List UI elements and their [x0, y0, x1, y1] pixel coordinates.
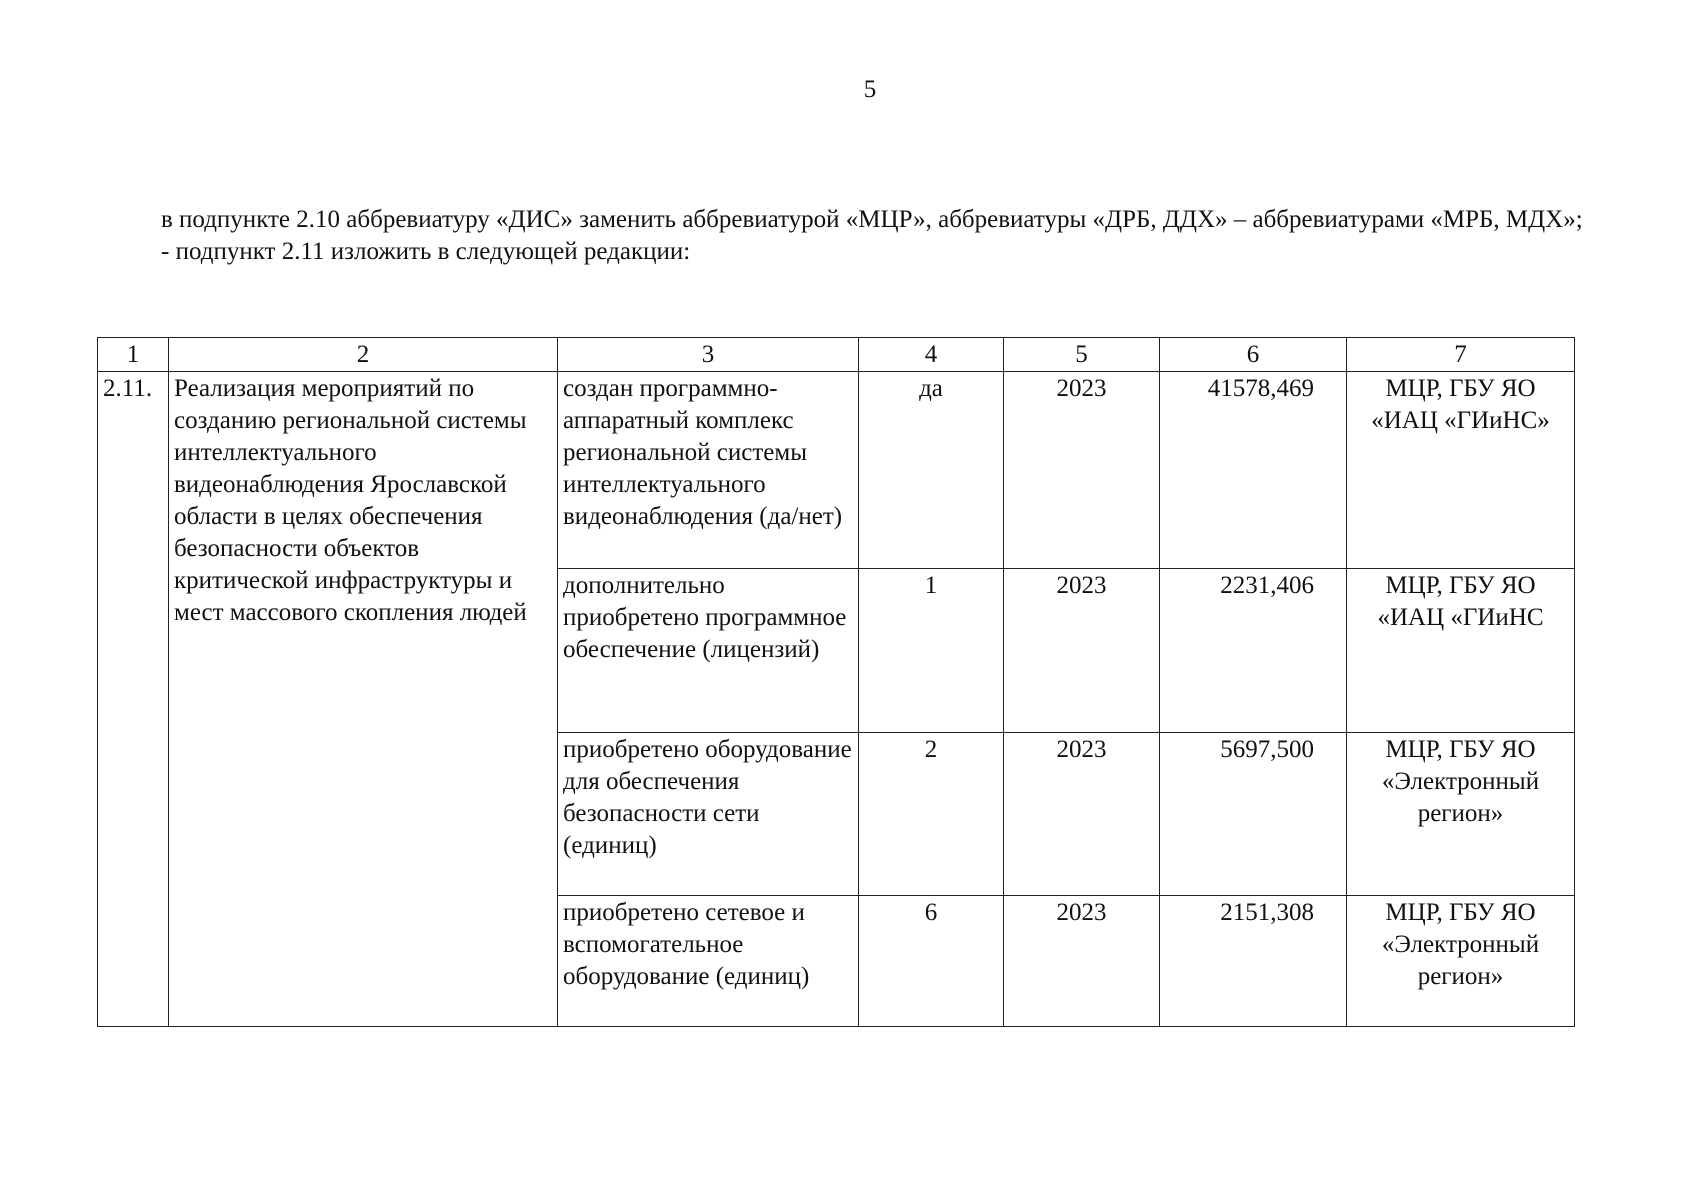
column-header: 2: [169, 338, 558, 372]
amount-cell: 2231,406: [1160, 569, 1347, 733]
executor-cell: МЦР, ГБУ ЯО «Электронный регион»: [1347, 733, 1575, 896]
executor-cell: МЦР, ГБУ ЯО «Электронный регион»: [1347, 896, 1575, 1027]
indicator-cell: дополнительно приобретено программное обеспечение (лицензий): [558, 569, 859, 733]
measures-table: [97, 337, 1575, 1027]
year-cell: 2023: [1004, 896, 1160, 1027]
table-header-row: [98, 338, 1575, 372]
table-row: [98, 372, 1575, 569]
amendment-paragraph-2-10: в подпункте 2.10 аббревиатуру «ДИС» заменить аббревиатурой «МЦР», аббревиатуры «ДРБ, ДДХ» – аббревиатурами «МРБ, МДХ»;: [161, 206, 1583, 233]
amendment-paragraph-2-11: - подпункт 2.11 изложить в следующей редакции:: [161, 238, 691, 265]
column-header: 7: [1347, 338, 1575, 372]
column-header: 1: [98, 338, 169, 372]
item-name-cell: Реализация мероприятий по созданию региональной системы интеллектуального видеонаблюдения Ярославской области в целях обеспечения безопасности объектов критической инфраструктуры и мест массового скопления людей: [169, 372, 558, 1027]
column-header: 5: [1004, 338, 1160, 372]
year-cell: 2023: [1004, 569, 1160, 733]
value-cell: 6: [859, 896, 1004, 1027]
amount-cell: 2151,308: [1160, 896, 1347, 1027]
amount-cell: 5697,500: [1160, 733, 1347, 896]
column-header: 3: [558, 338, 859, 372]
indicator-cell: приобретено оборудование для обеспечения безопасности сети (единиц): [558, 733, 859, 896]
value-cell: 1: [859, 569, 1004, 733]
value-cell: 2: [859, 733, 1004, 896]
column-header: 4: [859, 338, 1004, 372]
executor-cell: МЦР, ГБУ ЯО «ИАЦ «ГИиНС: [1347, 569, 1575, 733]
indicator-cell: приобретено сетевое и вспомогательное оборудование (единиц): [558, 896, 859, 1027]
page-number: 5: [863, 76, 877, 103]
item-number-cell: 2.11.: [98, 372, 169, 1027]
amendment-text: [95, 204, 1585, 268]
indicator-cell: создан программно-аппаратный комплекс региональной системы интеллектуального видеонаблюдения (да/нет): [558, 372, 859, 569]
year-cell: 2023: [1004, 733, 1160, 896]
amount-cell: 41578,469: [1160, 372, 1347, 569]
executor-cell: МЦР, ГБУ ЯО «ИАЦ «ГИиНС»: [1347, 372, 1575, 569]
value-cell: да: [859, 372, 1004, 569]
year-cell: 2023: [1004, 372, 1160, 569]
column-header: 6: [1160, 338, 1347, 372]
